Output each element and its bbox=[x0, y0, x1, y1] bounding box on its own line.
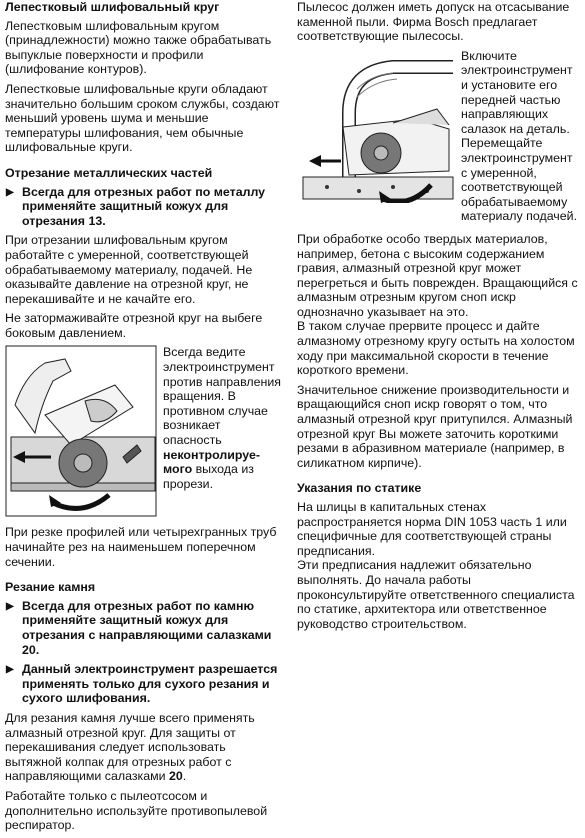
heading-flap-disc: Лепестковый шлифовальный круг bbox=[5, 0, 220, 14]
paragraph: Эти предписания надлежит обязательно выполнять. До начала работы проконсультируйте ответственного специалиста по статике, архитектора или ответственное руководство строительством. bbox=[297, 558, 575, 631]
figure-cutting-stone bbox=[297, 49, 579, 224]
paragraph: Не затормаживайте отрезной круг на выбеге боковым давлением. bbox=[5, 311, 263, 340]
paragraph: Для резания камня лучше всего применять алмазный отрезной круг. Для защиты от перекашивания следует использовать вытяжной колпак для отрезных работ с направляющими салазками 20. bbox=[5, 711, 255, 784]
paragraph: Работайте только с пылеотсосом и дополнительно используйте противопылевой респиратор. bbox=[5, 788, 268, 833]
paragraph: Лепестковым шлифовальным кругом (принадлежности) можно также обрабатывать выпуклые поверхности и профили (шлифование контуров). bbox=[5, 18, 272, 77]
left-column bbox=[5, 0, 281, 838]
paragraph: Лепестковые шлифовальные круги обладают значительно большим сроком службы, создают меньший уровень шума и меньшие температуры шлифования, чем обычные шлифовальные круги. bbox=[5, 81, 280, 155]
angle-grinder-metal-illustration bbox=[5, 345, 157, 517]
bullet-item: ▶ Всегда для отрезных работ по камню применяйте защитный кожух для отрезания с направляющими салазками 20. bbox=[6, 598, 272, 657]
paragraph: При обработке особо твердых материалов, например, бетона с высоким содержанием гравия, алмазный отрезной круг может перегреться и быть поврежден. Вращающийся с алмазным отрезным кругом сноп искр однозначно указывает на это. bbox=[297, 231, 578, 319]
paragraph: При отрезании шлифовальным кругом работайте с умеренной, соответствующей обрабатываемому материалу, подачей. Не оказывайте давление на отрезной круг, не перекашивайте и не качайте его. bbox=[5, 233, 253, 306]
heading-cutting-metal: Отрезание металлических частей bbox=[5, 165, 213, 180]
bullet-item: ▶ Всегда для отрезных работ по металлу применяйте защитный кожух для отрезания 13. bbox=[6, 184, 266, 228]
figure-caption: Включите электроинструмент и установите его передней частью направляющих салазок на деталь. Перемещайте электроинструмент с умеренной, соответствующей обрабатываемому материалу подачей. bbox=[461, 48, 578, 224]
paragraph: В таком случае прервите процесс и дайте алмазному отрезному кругу остыть на холостом ходу при максимальной скорости в течение короткого времени. bbox=[297, 319, 575, 378]
bullet-icon: ▶ bbox=[6, 664, 14, 676]
angle-grinder-stone-illustration bbox=[297, 49, 455, 203]
right-column bbox=[297, 0, 579, 636]
paragraph: Пылесос должен иметь допуск на отсасывание каменной пыли. Фирма Bosch предлагает соответствующие пылесосы. bbox=[297, 0, 570, 44]
heading-statics: Указания по статике bbox=[297, 481, 422, 496]
heading-cutting-stone: Резание камня bbox=[5, 580, 96, 595]
figure-caption: Всегда ведите электроинструмент против направления вращения. В противном случае возникает опасность неконтролируе-мого выхода из прорези. bbox=[163, 345, 281, 491]
paragraph: Значительное снижение производительности и вращающийся сноп искр говорят о том, что алмазный отрезной круг притупился. Алмазный отрезной круг Вы можете заточить короткими резами в абразивном материале (например, в силикатном кирпиче). bbox=[297, 382, 573, 470]
figure-cutting-metal bbox=[5, 345, 281, 517]
bullet-icon: ▶ bbox=[6, 600, 14, 612]
paragraph: На шлицы в капитальных стенах распространяется норма DIN 1053 часть 1 или специфичные для соответствующей страны предписания. bbox=[297, 500, 567, 558]
bullet-icon: ▶ bbox=[6, 186, 14, 198]
paragraph: При резке профилей или четырехгранных труб начинайте рез на наименьшем поперечном сечении. bbox=[5, 525, 277, 569]
bullet-item: ▶ Данный электроинструмент разрешается применять только для сухого резания и сухого шлифования. bbox=[6, 662, 278, 706]
